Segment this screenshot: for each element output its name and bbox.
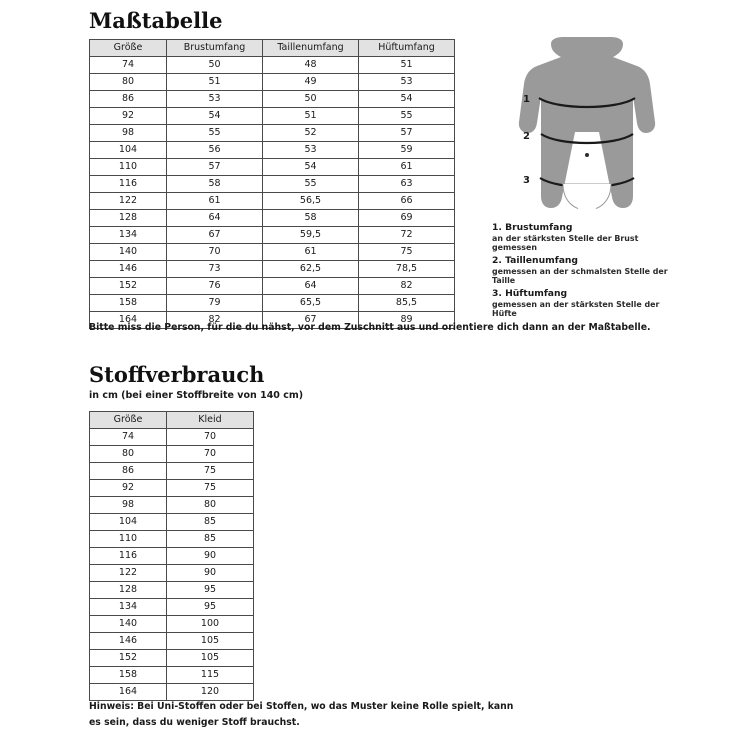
legend-item-brustumfang <box>492 222 682 252</box>
table-row <box>90 650 254 667</box>
table-cell: 152 <box>90 278 167 295</box>
table-cell: 82 <box>167 312 263 329</box>
table-row <box>90 514 254 531</box>
table-cell: 152 <box>90 650 167 667</box>
table-cell: 53 <box>359 74 455 91</box>
table-cell: 70 <box>167 446 254 463</box>
table-cell: 65,5 <box>263 295 359 312</box>
table-cell: 164 <box>90 312 167 329</box>
size-chart-table <box>89 39 455 329</box>
table-row <box>90 446 254 463</box>
table-cell: 89 <box>359 312 455 329</box>
measure-note: Bitte miss die Person, für die du nähst, vor dem Zuschnitt aus und orientiere dich dann an der Maßtabelle. <box>89 322 651 333</box>
table-cell: 86 <box>90 463 167 480</box>
table-cell: 85,5 <box>359 295 455 312</box>
fabric-usage-subtitle: in cm (bei einer Stoffbreite von 140 cm) <box>89 390 304 401</box>
table-cell: 67 <box>167 227 263 244</box>
table-cell: 57 <box>167 159 263 176</box>
column-header-groesse: Größe <box>90 40 167 57</box>
table-cell: 63 <box>359 176 455 193</box>
table-cell: 69 <box>359 210 455 227</box>
page-title-fabric-usage: Stoffverbrauch <box>89 362 265 387</box>
column-header-taillenumfang: Taillenumfang <box>263 40 359 57</box>
table-cell: 92 <box>90 108 167 125</box>
fabric-usage-table <box>89 411 254 701</box>
table-cell: 98 <box>90 497 167 514</box>
table-row <box>90 57 455 74</box>
legend-desc-3: gemessen an der stärksten Stelle der Hüfte <box>492 300 660 318</box>
marker-3-label: 3 <box>523 175 530 186</box>
table-cell: 61 <box>359 159 455 176</box>
table-cell: 51 <box>263 108 359 125</box>
table-cell: 49 <box>263 74 359 91</box>
table-row <box>90 261 455 278</box>
table-cell: 134 <box>90 227 167 244</box>
table-cell: 75 <box>359 244 455 261</box>
table-row <box>90 125 455 142</box>
table-cell: 58 <box>263 210 359 227</box>
table-row <box>90 599 254 616</box>
marker-2-label: 2 <box>523 131 530 142</box>
table-cell: 64 <box>167 210 263 227</box>
torso-diagram-icon <box>487 36 687 216</box>
table-row <box>90 582 254 599</box>
column-header-groesse: Größe <box>90 412 167 429</box>
table-cell: 80 <box>167 497 254 514</box>
table-cell: 90 <box>167 548 254 565</box>
table-cell: 62,5 <box>263 261 359 278</box>
column-header-kleid: Kleid <box>167 412 254 429</box>
table-cell: 110 <box>90 159 167 176</box>
table-cell: 105 <box>167 650 254 667</box>
table-cell: 64 <box>263 278 359 295</box>
legend-desc-2: gemessen an der schmalsten Stelle der Taille <box>492 267 668 285</box>
table-row <box>90 463 254 480</box>
table-cell: 122 <box>90 565 167 582</box>
table-cell: 59,5 <box>263 227 359 244</box>
table-cell: 79 <box>167 295 263 312</box>
legend-desc-1: an der stärksten Stelle der Brust gemessen <box>492 234 639 252</box>
table-cell: 53 <box>167 91 263 108</box>
table-cell: 95 <box>167 582 254 599</box>
table-row <box>90 684 254 701</box>
table-cell: 85 <box>167 531 254 548</box>
legend-title-3: 3. Hüftumfang <box>492 288 568 299</box>
table-row <box>90 142 455 159</box>
table-row <box>90 227 455 244</box>
table-cell: 54 <box>263 159 359 176</box>
table-row <box>90 244 455 261</box>
table-cell: 56,5 <box>263 193 359 210</box>
table-cell: 85 <box>167 514 254 531</box>
table-row <box>90 278 455 295</box>
table-cell: 57 <box>359 125 455 142</box>
table-row <box>90 159 455 176</box>
table-cell: 52 <box>263 125 359 142</box>
table-cell: 67 <box>263 312 359 329</box>
table-cell: 73 <box>167 261 263 278</box>
table-cell: 86 <box>90 91 167 108</box>
table-row <box>90 176 455 193</box>
table-cell: 128 <box>90 582 167 599</box>
hint-line-2: es sein, dass du weniger Stoff brauchst. <box>89 717 300 728</box>
table-cell: 74 <box>90 57 167 74</box>
table-cell: 100 <box>167 616 254 633</box>
table-cell: 95 <box>167 599 254 616</box>
page-title-size-chart: Maßtabelle <box>89 8 223 33</box>
table-cell: 92 <box>90 480 167 497</box>
table-cell: 54 <box>167 108 263 125</box>
table-cell: 50 <box>167 57 263 74</box>
table-row <box>90 531 254 548</box>
table-cell: 76 <box>167 278 263 295</box>
table-cell: 164 <box>90 684 167 701</box>
table-cell: 59 <box>359 142 455 159</box>
hint-line-1: Hinweis: Bei Uni-Stoffen oder bei Stoffen, wo das Muster keine Rolle spielt, kann <box>89 701 514 712</box>
table-row <box>90 548 254 565</box>
table-row <box>90 295 455 312</box>
table-cell: 104 <box>90 514 167 531</box>
table-cell: 122 <box>90 193 167 210</box>
table-cell: 120 <box>167 684 254 701</box>
table-row <box>90 193 455 210</box>
table-cell: 70 <box>167 244 263 261</box>
table-cell: 53 <box>263 142 359 159</box>
table-row <box>90 210 455 227</box>
table-header-row <box>90 412 254 429</box>
table-cell: 74 <box>90 429 167 446</box>
table-cell: 51 <box>167 74 263 91</box>
legend-item-taillenumfang <box>492 255 682 285</box>
legend-title-2: 2. Taillenumfang <box>492 255 579 266</box>
table-cell: 58 <box>167 176 263 193</box>
table-cell: 90 <box>167 565 254 582</box>
table-row <box>90 91 455 108</box>
table-row <box>90 667 254 684</box>
column-header-brustumfang: Brustumfang <box>167 40 263 57</box>
table-cell: 61 <box>167 193 263 210</box>
table-cell: 70 <box>167 429 254 446</box>
table-row <box>90 429 254 446</box>
legend-item-hueftumfang <box>492 288 682 318</box>
table-cell: 116 <box>90 176 167 193</box>
body-measurement-figure <box>487 36 687 216</box>
table-cell: 78,5 <box>359 261 455 278</box>
table-header-row <box>90 40 455 57</box>
table-cell: 80 <box>90 74 167 91</box>
table-cell: 140 <box>90 616 167 633</box>
table-cell: 56 <box>167 142 263 159</box>
table-row <box>90 497 254 514</box>
table-row <box>90 633 254 650</box>
table-cell: 134 <box>90 599 167 616</box>
table-cell: 75 <box>167 480 254 497</box>
table-row <box>90 74 455 91</box>
table-cell: 158 <box>90 295 167 312</box>
legend-title-1: 1. Brustumfang <box>492 222 573 233</box>
table-row <box>90 616 254 633</box>
table-cell: 115 <box>167 667 254 684</box>
table-cell: 146 <box>90 633 167 650</box>
table-cell: 98 <box>90 125 167 142</box>
table-cell: 54 <box>359 91 455 108</box>
table-cell: 66 <box>359 193 455 210</box>
column-header-hueftumfang: Hüftumfang <box>359 40 455 57</box>
table-row <box>90 480 254 497</box>
table-cell: 82 <box>359 278 455 295</box>
table-cell: 146 <box>90 261 167 278</box>
table-cell: 140 <box>90 244 167 261</box>
table-row <box>90 565 254 582</box>
table-cell: 158 <box>90 667 167 684</box>
marker-1-label: 1 <box>523 94 530 105</box>
table-cell: 105 <box>167 633 254 650</box>
table-cell: 110 <box>90 531 167 548</box>
table-cell: 55 <box>263 176 359 193</box>
table-cell: 104 <box>90 142 167 159</box>
table-cell: 48 <box>263 57 359 74</box>
table-cell: 128 <box>90 210 167 227</box>
table-cell: 55 <box>359 108 455 125</box>
table-cell: 50 <box>263 91 359 108</box>
table-cell: 61 <box>263 244 359 261</box>
table-cell: 80 <box>90 446 167 463</box>
table-cell: 75 <box>167 463 254 480</box>
fabric-usage-hint <box>89 699 649 731</box>
table-cell: 116 <box>90 548 167 565</box>
table-row <box>90 108 455 125</box>
table-cell: 51 <box>359 57 455 74</box>
table-cell: 55 <box>167 125 263 142</box>
table-cell: 72 <box>359 227 455 244</box>
